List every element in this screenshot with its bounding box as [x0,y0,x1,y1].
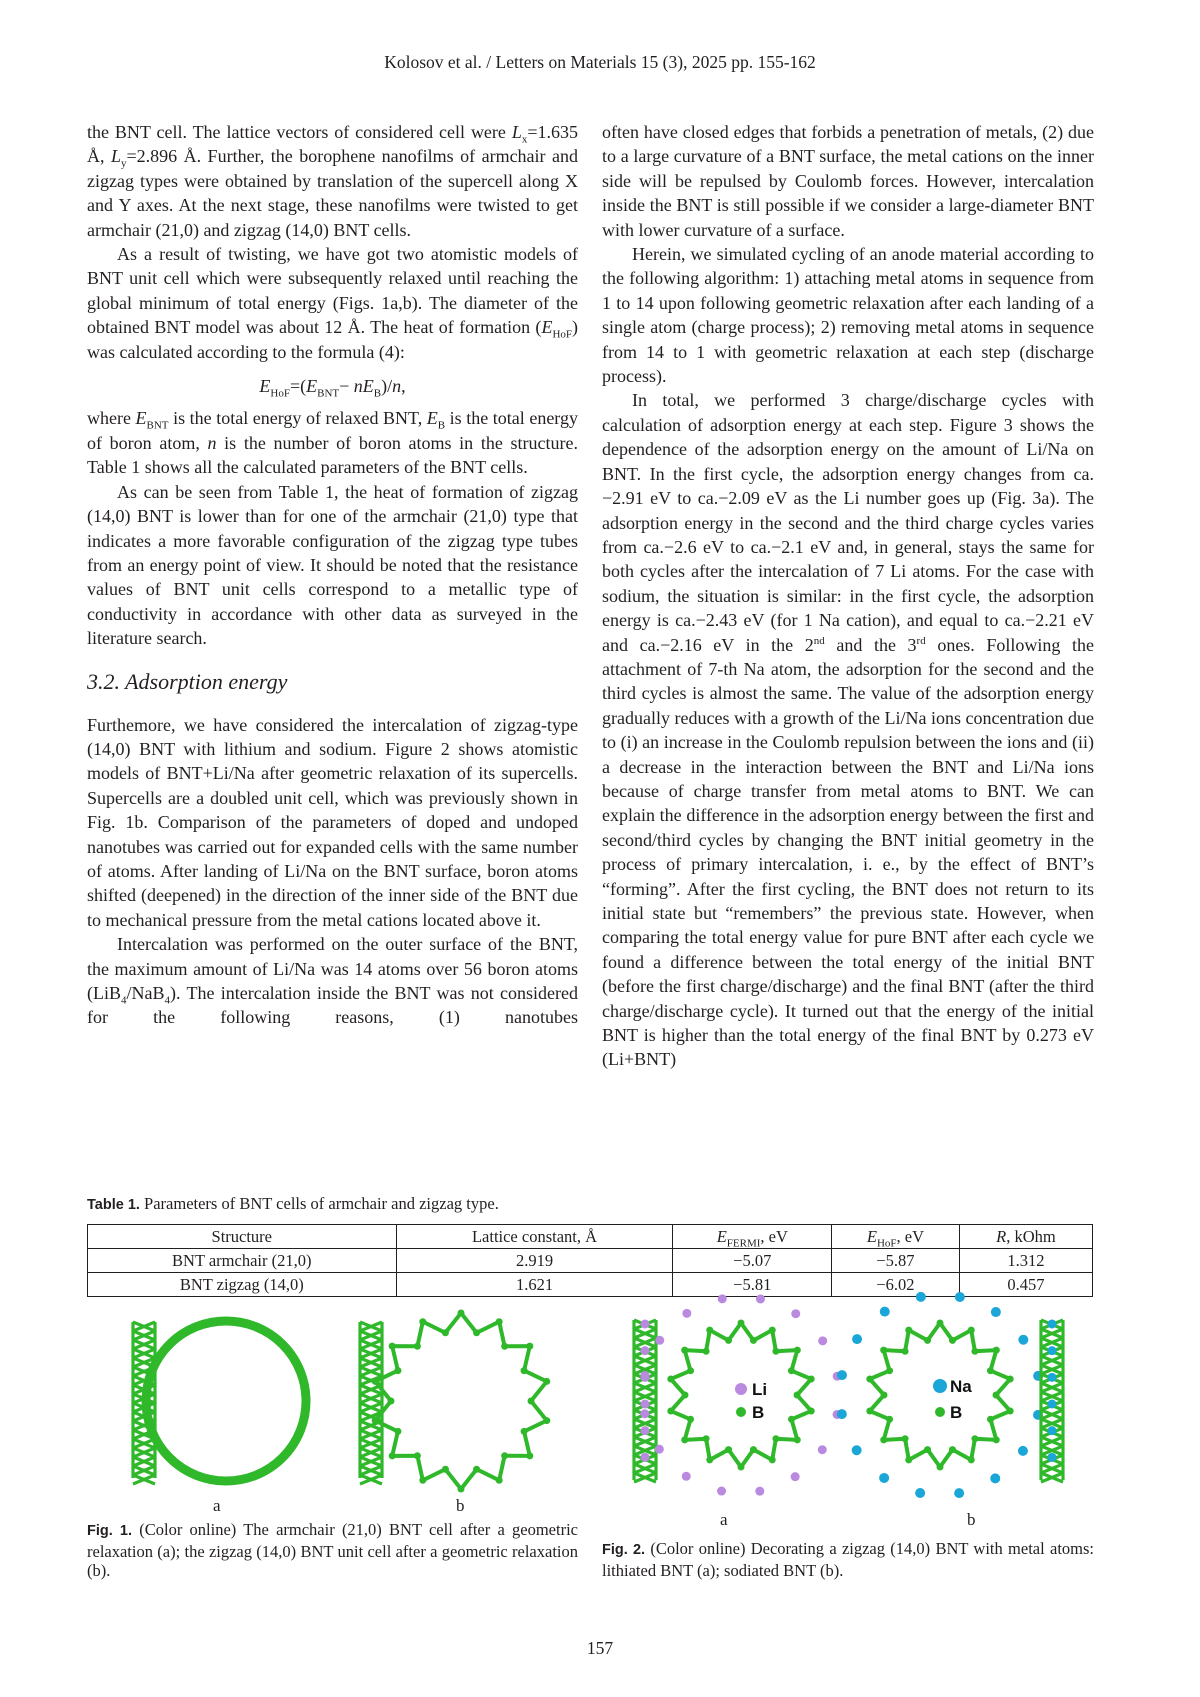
text-run: As can be seen from Table 1, the heat of formation of zigzag (14,0) BNT is lower than for one of the armchair (21,0) type that indicates a more favorable configuration of the zigzag type tubes from an energy point of view. It should be noted that the resistance values of BNT unit cells correspond to a metallic type of conductivity in accordance with other data as surveyed in the literature search. [87,482,578,648]
fig2a-side-view-metal-atom [641,1346,650,1355]
italic-symbol: nE [354,376,374,396]
fig2a-lithium-atom [755,1487,764,1496]
fig2b-sodium-atom [880,1307,890,1317]
italic-symbol: E [717,1227,727,1246]
fig1b-zigzag-ring [375,1313,547,1489]
fig1a-boron-atom [144,1382,151,1389]
fig2b-sodium-atom [879,1473,889,1483]
fig2a-lithium-atom [682,1472,691,1481]
fig1b-side-view [360,1322,382,1484]
fig2-panel-label-a: a [720,1510,728,1530]
text-run: Structure [212,1227,272,1246]
italic-symbol: E [306,376,317,396]
table-cell: 0.457 [959,1273,1092,1297]
text-run: Lattice constant, Å [472,1227,597,1246]
fig2a-lithium-atom [756,1294,765,1303]
subscript: y [121,158,127,170]
fig1a-boron-atom [255,1325,262,1332]
fig2b-sodium-atom [954,1488,964,1498]
fig1a-boron-atom [203,1320,210,1327]
fig1a-boron-atom [238,1319,245,1326]
fig1a-boron-atom [295,1430,302,1437]
fig1a-boron-atom [186,1326,193,1333]
fig2b-side-view-metal-atom [1048,1453,1057,1462]
fig2b-zigzag-ring [870,1323,1010,1467]
text-run: =( [290,376,306,396]
fig2a-side-view-metal-atom [641,1426,650,1435]
italic-symbol: n [208,433,217,453]
running-header: Kolosov et al. / Letters on Materials 15 (3), 2025 pp. 155-162 [0,52,1200,73]
fig2a-side-view-metal-atom [641,1400,650,1409]
table-cell: −6.02 [832,1273,960,1297]
text-run: and the 3 [825,635,917,655]
text-run: is the total energy of relaxed BNT, [169,408,427,428]
fig2b-side-view-metal-atom [1048,1320,1057,1329]
subscript: BNT [317,388,339,400]
table-cell: −5.87 [832,1249,960,1273]
fig2a-lithium-atom [640,1409,649,1418]
text-run: 3.2. Adsorption energy [87,669,287,694]
fig1a-boron-atom [301,1413,308,1420]
fig1a-boron-atom [286,1446,293,1453]
figure1-caption-text: (Color online) The armchair (21,0) BNT cell after a geometric relaxation (a); the zigzag (14,0) BNT unit cell after a geometric relaxation (b). [87,1520,578,1580]
table-cell: −5.07 [673,1249,832,1273]
text-run: Herein, we simulated cycling of an anode material according to the following algorithm: 1) attaching metal atoms in sequence from 1 to 14 upon following geometric relaxation after each landing of a single atom (charge process); 2) removing metal atoms in sequence from 14 to 1 with geometric relaxation at each step (discharge process). [602,244,1094,386]
fig1a-boron-atom [271,1334,278,1341]
table-cell: 1.621 [396,1273,673,1297]
fig2-panel-label-b: b [967,1510,976,1530]
text-run: is the total energy of boron atom, [87,408,578,452]
fig2b-sodium-atom [990,1473,1000,1483]
text-run: =1.635 Å, [87,122,578,166]
fig2a-lithium-atom [682,1309,691,1318]
italic-symbol: L [512,122,522,142]
fig2a-lithium-atom [717,1487,726,1496]
text-run: In total, we performed 3 charge/discharge cycles with calculation of adsorption energy at each step. Figure 3 shows the dependence of the adsorption energy on the amount of Li/Na on BNT. In the first cycle, the adsorption energy changes from ca.−2.91 eV to ca.−2.09 eV as the Li number goes up (Fig. 3a). The adsorption energy in the second and the third charge cycles varies from ca.−2.6 eV to ca.−2.1 eV and, in general, stays the same for both cycles after the intercalation of 7 Li atoms. For the case with sodium, the situation is similar: in the first cycle, the adsorption energy is ca.−2.43 eV (for 1 Na cation), and equal to ca.−2.21 eV and ca.−2.16 eV in the 2 [602,390,1094,654]
fig2b-sodium-atom [1018,1335,1028,1345]
fig2a-lithium-atom [655,1445,664,1454]
subscript: 4 [121,995,127,1007]
legend-label: Na [950,1377,972,1396]
text-run: , eV [760,1227,788,1246]
fig1a-boron-atom [161,1449,168,1456]
figure2-caption [602,1539,1094,1580]
fig1a-boron-atom [207,1476,214,1483]
fig1a-boron-atom [294,1361,301,1368]
text-run: , eV [897,1227,925,1246]
italic-symbol: E [427,408,438,428]
italic-symbol: R [996,1227,1006,1246]
text-run: is the number of boron atoms in the structure. Table 1 shows all the calculated parameters of the BNT cells. [87,433,578,477]
fig1a-boron-atom [224,1477,231,1484]
fig2a-lithium-atom [655,1336,664,1345]
italic-symbol: E [259,376,270,396]
italic-symbol: L [111,146,121,166]
legend-boron-icon [736,1407,746,1417]
fig2b-sodium-atom [915,1488,925,1498]
page-number: 157 [0,1638,1200,1659]
fig1a-boron-atom [143,1399,150,1406]
text-run: ). The intercalation inside the BNT was not considered for the following reasons, (1) nanotubes [87,983,578,1027]
text-run: , [401,376,406,396]
fig1a-boron-atom [242,1475,249,1482]
fig2a-lithium-atom [791,1472,800,1481]
figure2-caption-label: Fig. 2. [602,1542,645,1558]
fig2a-lithium-atom [640,1371,649,1380]
fig1a-armchair-ring [146,1321,306,1481]
fig1a-boron-atom [284,1346,291,1353]
fig2a-lithium-atom [818,1445,827,1454]
subscript: HoF [552,329,572,341]
fig1a-boron-atom [274,1459,281,1466]
fig2b-sodium-atom [991,1307,1001,1317]
fig2b-sodium-atom [1018,1446,1028,1456]
fig1-panel-label-b: b [456,1496,465,1516]
fig1a-boron-atom [302,1396,309,1403]
text-run: /NaB [127,983,165,1003]
fig1a-boron-atom [145,1417,152,1424]
fig1a-boron-atom [159,1349,166,1356]
figure2-caption-text: (Color online) Decorating a zigzag (14,0) BNT with metal atoms: lithiated BNT (a); sodiated BNT (b). [602,1539,1094,1580]
fig2b-sodium-atom [852,1445,862,1455]
fig2b-sodium-atom [955,1292,965,1302]
subscript: BNT [147,420,169,432]
fig2a-side-view-metal-atom [641,1320,650,1329]
text-run: the BNT cell. The lattice vectors of considered cell were [87,122,512,142]
fig1a-boron-atom [300,1378,307,1385]
text-run: Intercalation was performed on the outer surface of the BNT, the maximum amount of Li/Na was 14 atoms over 56 boron atoms (LiB [87,934,578,1003]
legend-label: B [752,1403,764,1422]
table-caption-text: Parameters of BNT cells of armchair and zigzag type. [140,1194,499,1213]
fig2b-sodium-atom [837,1409,847,1419]
fig1a-boron-atom [221,1318,228,1325]
italic-symbol: E [541,317,552,337]
subscript: B [438,420,445,432]
fig1a-boron-atom [259,1469,266,1476]
fig1a-boron-atom [174,1461,181,1468]
fig2a-lithium-atom [718,1294,727,1303]
table-cell: −5.81 [673,1273,832,1297]
legend-label: B [950,1403,962,1422]
subscript: B [374,388,381,400]
table-cell: BNT armchair (21,0) [88,1249,397,1273]
figure1-caption-label: Fig. 1. [87,1523,132,1539]
fig1a-boron-atom [190,1470,197,1477]
table-caption-label: Table 1. [87,1197,140,1213]
text-run: where [87,408,136,428]
fig2b-sodium-atom [852,1334,862,1344]
text-run: ones. Following the attachment of 7-th Na atom, the adsorption for the second and the third cycles is almost the same. The value of the adsorption energy gradually reduces with a growth of the Li/Na ions concentration due to (i) an increase in the Coulomb repulsion between the ions and (ii) a decrease in the interaction between the BNT and Li/Na ions because of charge transfer from metal atoms to BNT. We can explain the difference in the adsorption energy between the first and second/third cycles by changing the BNT initial geometry in the process of primary intercalation, i. e., by the effect of BNT’s “forming”. After the first cycling, the BNT does not return to its initial state but “remembers” the previous state. However, when comparing the total energy value for pure BNT after each cycle we found a difference between the total energy of the initial BNT (before the first charge/discharge) and the final BNT (after the third charge/discharge cycle). It turned out that the energy of the initial BNT is higher than the total energy of the final BNT by 0.273 eV (Li+BNT) [602,635,1094,1070]
text-run: ) was calculated according to the formula (4): [87,317,578,361]
italic-symbol: E [867,1227,877,1246]
text-run: =2.896 Å. Further, the borophene nanofilms of armchair and zigzag types were obtained by translation of the supercell along X and Y axes. At the next stage, these nanofilms were twisted to get armchair (21,0) and zigzag (14,0) BNT cells. [87,146,578,239]
subscript: HoF [270,388,290,400]
fig2a-side-view-metal-atom [641,1453,650,1462]
text-run: often have closed edges that forbids a penetration of metals, (2) due to a large curvature of a BNT surface, the metal cations on the inner side will be repulsed by Coulomb forces. However, intercalation inside the BNT is still possible if we consider a large-diameter BNT with lower curvature of a surface. [602,122,1094,240]
fig2b-sodium-atom [837,1370,847,1380]
fig1a-boron-atom [151,1434,158,1441]
text-run: − [339,376,354,396]
legend-boron-icon [935,1407,945,1417]
fig2b-side-view-metal-atom [1048,1373,1057,1382]
table-cell: 1.312 [959,1249,1092,1273]
legend-sodium-icon [933,1379,947,1393]
superscript: nd [814,635,825,647]
figures-canvas [0,0,1200,1697]
fig1a-boron-atom [171,1336,178,1343]
subscript: x [522,134,528,146]
fig2a-lithium-atom [791,1309,800,1318]
text-run: , kOhm [1006,1227,1056,1246]
fig2b-side-view-metal-atom [1048,1400,1057,1409]
text-run: Furthemore, we have considered the intercalation of zigzag-type (14,0) BNT with lithium and sodium. Figure 2 shows atomistic models of BNT+Li/Na after geometric relaxation of its supercells. Supercells are a doubled unit cell, which was previously shown in Fig. 1b. Comparison of the parameters of doped and undoped nanotubes was carried out for expanded cells with the same number of atoms. After landing of Li/Na on the BNT surface, boron atoms shifted (deepened) in the direction of the inner side of the BNT due to mechanical pressure from the metal cations located above it. [87,715,578,930]
subscript: 4 [165,995,171,1007]
subscript: FERMI [727,1237,761,1249]
table-cell: 2.919 [396,1249,673,1273]
legend-label: Li [752,1380,767,1399]
fig2b-side-view-metal-atom [1048,1346,1057,1355]
fig2a-lithium-atom [818,1336,827,1345]
table-cell: BNT zigzag (14,0) [88,1273,397,1297]
text-run: As a result of twisting, we have got two atomistic models of BNT unit cell which were subsequently relaxed until reaching the global minimum of total energy (Figs. 1a,b). The diameter of the obtained BNT model was about 12 Å. The heat of formation ( [87,244,578,337]
text-run: )/ [381,376,392,396]
figure1-caption [87,1520,578,1581]
fig1-panel-label-a: a [213,1496,221,1516]
subscript: HoF [877,1237,897,1249]
superscript: rd [917,635,926,647]
italic-symbol: E [136,408,147,428]
italic-symbol: n [392,376,401,396]
fig2b-sodium-atom [916,1292,926,1302]
legend-lithium-icon [735,1383,747,1395]
fig1a-boron-atom [150,1365,157,1372]
fig2b-side-view-metal-atom [1048,1426,1057,1435]
